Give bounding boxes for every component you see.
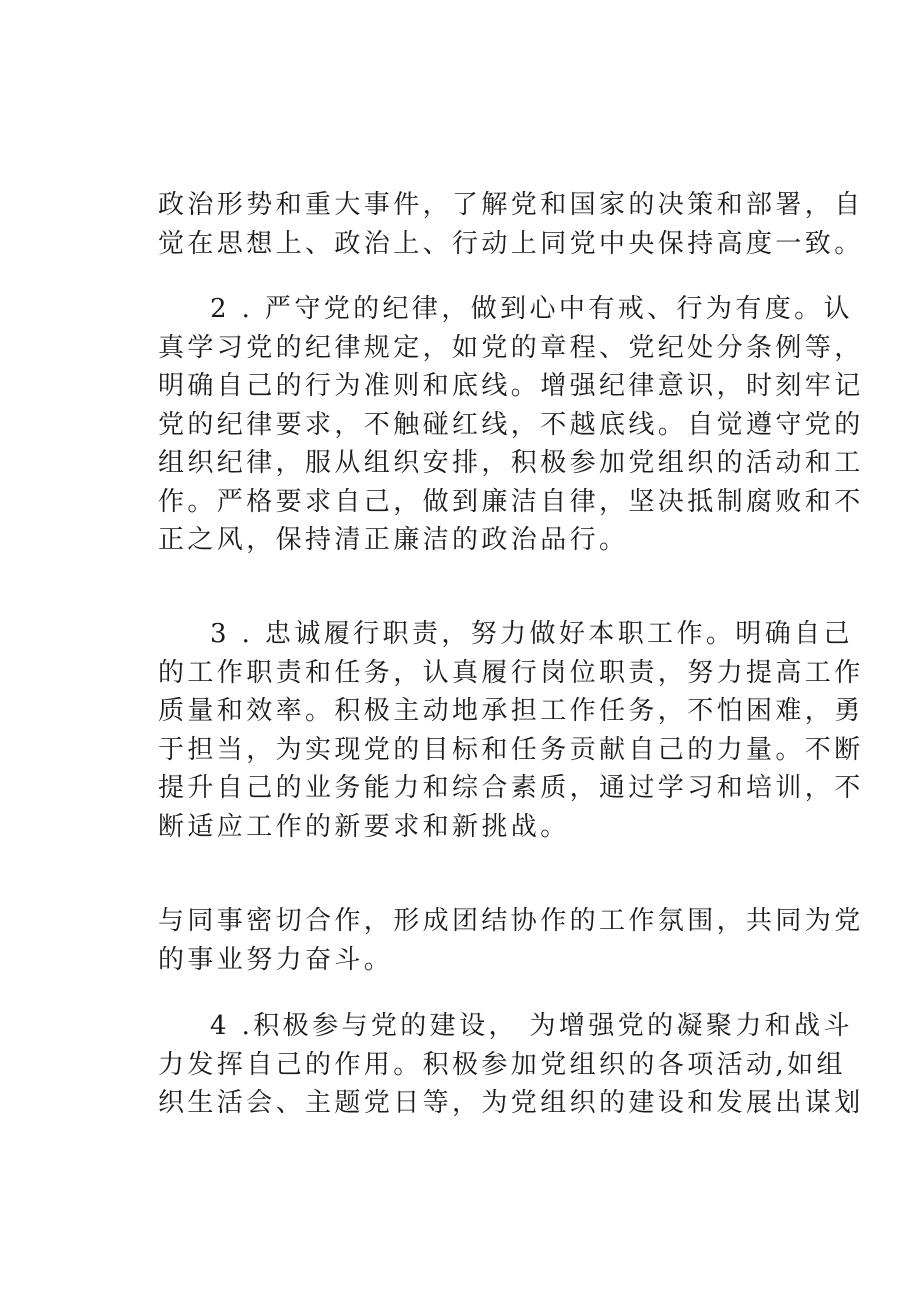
text-line: 提升自己的业务能力和综合素质，通过学习和培训，不 xyxy=(158,773,864,803)
text-line: 断适应工作的新要求和新挑战。 xyxy=(158,811,570,842)
paragraph-item-2 xyxy=(158,290,864,560)
text-line: 的事业努力奋斗。 xyxy=(158,944,394,975)
paragraph-continuation xyxy=(158,186,864,263)
text-line: 织生活会、主题党日等，为党组织的建设和发展出谋划 xyxy=(158,1088,864,1118)
paragraph-continuation-2 xyxy=(158,902,864,979)
text-line: 4 .积极参与党的建设， 为增强党的凝聚力和战斗 xyxy=(210,1011,853,1041)
text-line: 力发挥自己的作用。积极参加党组织的各项活动,如组 xyxy=(158,1049,846,1080)
paragraph-item-3 xyxy=(158,615,864,846)
text-line: 政治形势和重大事件，了解党和国家的决策和部署，自 xyxy=(158,190,864,220)
text-line: 于担当，为实现党的目标和任务贡献自己的力量。不断 xyxy=(158,734,864,765)
text-line: 3 . 忠诚履行职责，努力做好本职工作。明确自己 xyxy=(210,619,853,649)
text-line: 觉在思想上、政治上、行动上同党中央保持高度一致。 xyxy=(158,228,864,259)
text-line: 正之风，保持清正廉洁的政治品行。 xyxy=(158,525,629,555)
text-line: 质量和效率。积极主动地承担工作任务，不怕困难，勇 xyxy=(158,696,864,726)
text-line: 与同事密切合作，形成团结协作的工作氛围，共同为党 xyxy=(158,906,864,936)
text-line: 党的纪律要求，不触碰红线，不越底线。自觉遵守党的 xyxy=(158,409,864,440)
text-line: 真学习党的纪律规定，如党的章程、党纪处分条例等， xyxy=(158,332,864,363)
text-line: 明确自己的行为准则和底线。增强纪律意识，时刻牢记 xyxy=(158,371,864,401)
text-line: 作。严格要求自己，做到廉洁自律，坚决抵制腐败和不 xyxy=(158,486,864,517)
paragraph-item-4 xyxy=(158,1007,864,1123)
text-line: 2 . 严守党的纪律，做到心中有戒、行为有度。认 xyxy=(210,294,853,324)
text-line: 的工作职责和任务，认真履行岗位职责，努力提高工作 xyxy=(158,657,864,688)
text-line: 组织纪律，服从组织安排，积极参加党组织的活动和工 xyxy=(158,448,864,478)
